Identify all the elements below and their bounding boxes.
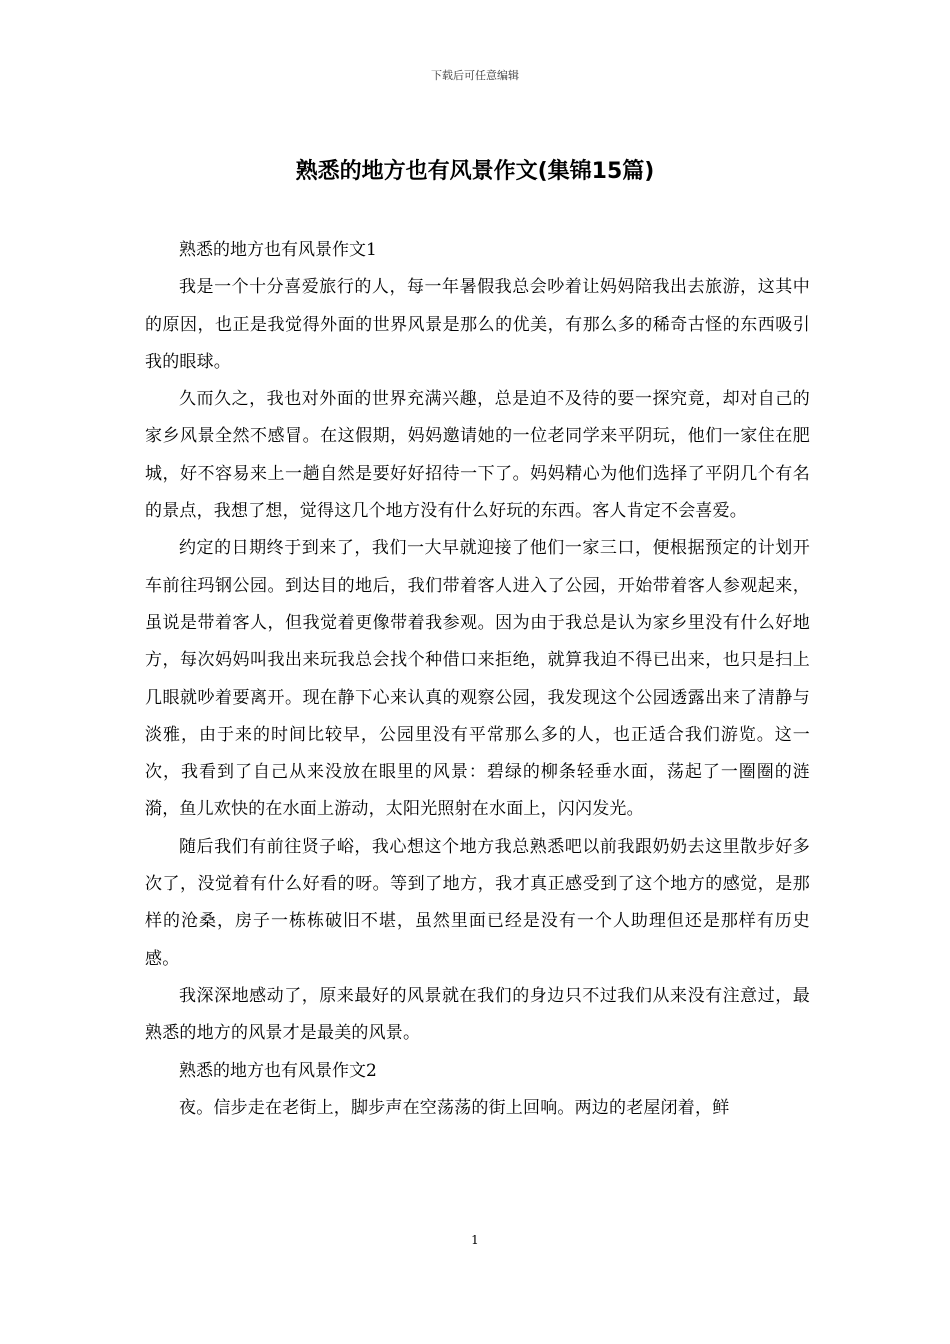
paragraph: 久而久之，我也对外面的世界充满兴趣，总是迫不及待的要一探究竟，却对自己的家乡风景全然不感冒。在这假期，妈妈邀请她的一位老同学来平阴玩，他们一家住在肥城，好不容易来上一趟自然是要好好招待一下了。妈妈精心为他们选择了平阴几个有名的景点，我想了想，觉得这几个地方没有什么好玩的东西。客人肯定不会喜爱。: [145, 389, 810, 522]
paragraph: 夜。信步走在老街上，脚步声在空荡荡的街上回响。两边的老屋闭着，鲜: [179, 1097, 730, 1118]
page-number: 1: [471, 1233, 479, 1247]
section-heading: 熟悉的地方也有风景作文2: [179, 1060, 377, 1081]
page-header-note: 下载后可任意编辑: [431, 69, 519, 82]
document-body: [145, 232, 810, 1127]
paragraph: 我是一个十分喜爱旅行的人，每一年暑假我总会吵着让妈妈陪我出去旅游，这其中的原因，也正是我觉得外面的世界风景是那么的优美，有那么多的稀奇古怪的东西吸引我的眼球。: [145, 277, 810, 372]
paragraph: 约定的日期终于到来了，我们一大早就迎接了他们一家三口，便根据预定的计划开车前往玛钢公园。到达目的地后，我们带着客人进入了公园，开始带着客人参观起来，虽说是带着客人，但我觉着更像带着我参观。因为由于我总是认为家乡里没有什么好地方，每次妈妈叫我出来玩我总会找个种借口来拒绝，就算我迫不得已出来，也只是扫上几眼就吵着要离开。现在静下心来认真的观察公园，我发现这个公园透露出来了清静与淡雅，由于来的时间比较早，公园里没有平常那么多的人，也正适合我们游览。这一次，我看到了自己从来没放在眼里的风景：碧绿的柳条轻垂水面，荡起了一圈圈的涟漪，鱼儿欢快的在水面上游动，太阳光照射在水面上，闪闪发光。: [145, 538, 810, 820]
paragraph: 随后我们有前往贤子峪，我心想这个地方我总熟悉吧以前我跟奶奶去这里散步好多次了，没觉着有什么好看的呀。等到了地方，我才真正感受到了这个地方的感觉，是那样的沧桑，房子一栋栋破旧不堪，虽然里面已经是没有一个人助理但还是那样有历史感。: [145, 836, 810, 969]
paragraph: 我深深地感动了，原来最好的风景就在我们的身边只不过我们从来没有注意过，最熟悉的地方的风景才是最美的风景。: [145, 985, 810, 1044]
document-title: 熟悉的地方也有风景作文(集锦15篇): [295, 159, 655, 184]
section-heading: 熟悉的地方也有风景作文1: [179, 240, 377, 260]
